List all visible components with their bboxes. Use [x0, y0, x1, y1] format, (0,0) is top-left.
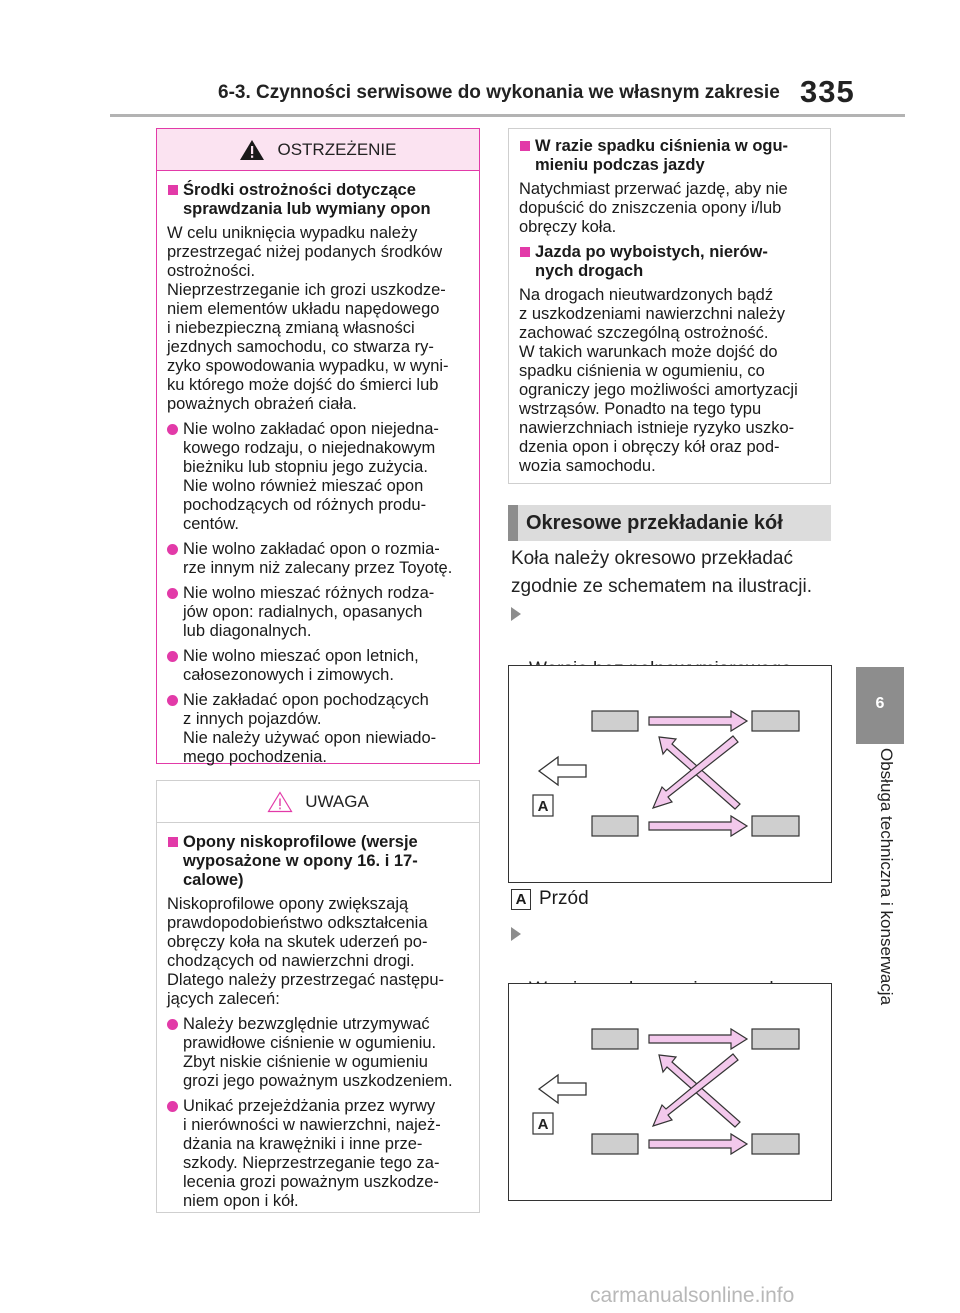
rotation-diagram-full-spare — [508, 983, 832, 1201]
rotation-intro: Koła należy okresowo przekładać zgodnie ze schematem na ilustracji. — [511, 548, 812, 597]
caution-triangle-outline-icon — [267, 791, 293, 813]
rotation-diagram-no-spare — [508, 665, 832, 883]
diagram-letter: A — [537, 1116, 549, 1133]
rough-roads-subheading: Jazda po wyboistych, nierów- nych drogach — [519, 243, 820, 281]
notice-bullet: Unikać przejeżdżania przez wyrwy i nierówności w nawierzchni, najeż- dżania na krawężniki i inne prze- szkody. Nieprzestrzeganie tego za- lecenia grozi poważnym uszkodze- niem opon i kół. — [167, 1097, 469, 1211]
notice-box-header — [157, 781, 479, 823]
warning-box-continued — [508, 128, 831, 484]
chevron-right-icon — [511, 607, 521, 621]
warning-triangle-icon — [239, 139, 265, 161]
notice-box — [156, 780, 480, 1213]
rotation-heading — [508, 505, 831, 541]
notice-heading: UWAGA — [305, 791, 369, 811]
pressure-drop-subheading: W razie spadku ciśnienia w ogu- mieniu podczas jazdy — [519, 137, 820, 175]
warning-bullet: Nie wolno zakładać opon niejedna- kowego rodzaju, o niejednakowym bieżniku lub stopniu jego zużycia. Nie wolno również mieszać opon pochodzących od różnych produ- centów. — [167, 420, 469, 534]
rough-roads-text: Na drogach nieutwardzonych bądź z uszkodzeniami nawierzchni należy zachować szczególną ostrożność. W takich warunkach może dojść do spadku ciśnienia w ogumieniu, co ograniczy jego możliwości amortyzacji wstrząsów. Ponadto na tego typu nawierzchniach istnieje ryzyko uszko- dzenia opon i obręczy kół oraz pod- wozia samochodu. — [519, 286, 798, 475]
chevron-right-icon — [511, 927, 521, 941]
warning-bullet: Nie wolno mieszać różnych rodza- jów opon: radialnych, opasanych lub diagonalnych. — [167, 584, 469, 641]
section-title: 6-3. Czynności serwisowe do wykonania we własnym zakresie — [218, 82, 780, 103]
pressure-drop-text: Natychmiast przerwać jazdę, aby nie dopuścić do zniszczenia opony i/lub obręczy koła. — [519, 180, 788, 236]
rotation-arrow-front — [649, 711, 747, 731]
front-arrow-icon — [539, 1075, 586, 1103]
header-rule — [110, 114, 905, 117]
notice-bullet: Należy bezwzględnie utrzymywać prawidłowe ciśnienie w ogumieniu. Zbyt niskie ciśnienie w ogumieniu grozi jego poważnym uszkodzeniem. — [167, 1015, 469, 1091]
tire-rear-right — [752, 816, 799, 836]
rotation-diagram-svg — [509, 984, 830, 1199]
warning-bullet: Nie wolno zakładać opon o rozmia- rze innym niż zalecany przez Toyotę. — [167, 540, 469, 578]
tire-front-right — [752, 711, 799, 731]
chapter-label: Obsługa techniczna i konserwacja — [877, 748, 896, 1006]
rotation-diagram-svg — [509, 666, 830, 881]
tire-rear-left — [592, 1134, 638, 1154]
warning-subheading: Środki ostrożności dotyczące sprawdzania lub wymiany opon — [167, 181, 469, 219]
rotation-heading-text: Okresowe przekładanie kół — [526, 511, 783, 534]
tire-front-left — [592, 1029, 638, 1049]
warning-box-header — [157, 129, 479, 171]
warning-box — [156, 128, 480, 764]
tire-front-right — [752, 1029, 799, 1049]
warning-heading: OSTRZEŻENIE — [277, 139, 397, 159]
tire-rear-right — [752, 1134, 799, 1154]
rotation-arrow-rear — [649, 816, 747, 836]
tire-rear-left — [592, 816, 638, 836]
warning-bullet: Nie wolno mieszać opon letnich, całosezonowych i zimowych. — [167, 647, 469, 685]
front-arrow-icon — [539, 757, 586, 785]
watermark: carmanualsonline.info — [590, 1284, 795, 1307]
notice-subheading: Opony niskoprofilowe (wersje wyposażone w opony 16. i 17- calowe) — [167, 833, 469, 890]
diagram-letter: A — [537, 798, 549, 815]
notice-intro: Niskoprofilowe opony zwiększają prawdopodobieństwo odkształcenia obręczy koła na skutek uderzeń po- chodzących od nawierzchni drogi. Dlatego należy przestrzegać następu- jących zaleceń: — [167, 895, 444, 1008]
rotation-arrow-rear — [649, 1134, 747, 1154]
chapter-tab[interactable]: 6 — [856, 667, 904, 744]
page-number: 335 — [800, 74, 855, 109]
diagram-legend — [511, 888, 589, 910]
heading-accent-bar — [508, 505, 518, 541]
legend-letter: A — [511, 889, 531, 910]
warning-bullet: Nie zakładać opon pochodzących z innych pojazdów. Nie należy używać opon niewiado- mego pochodzenia. — [167, 691, 469, 767]
tire-front-left — [592, 711, 638, 731]
rotation-arrow-front — [649, 1029, 747, 1049]
warning-intro: W celu uniknięcia wypadku należy przestrzegać niżej podanych środków ostrożności. Nieprzestrzeganie ich grozi uszkodze- niem elementów układu napędowego i niebezpieczną zmianą własności jezdnych samochodu, co stwarza ry- zyko spowodowania wypadku, w wyni- ku którego może dojść do śmierci lub poważnych obrażeń ciała. — [167, 224, 449, 413]
legend-text: Przód — [539, 888, 589, 909]
